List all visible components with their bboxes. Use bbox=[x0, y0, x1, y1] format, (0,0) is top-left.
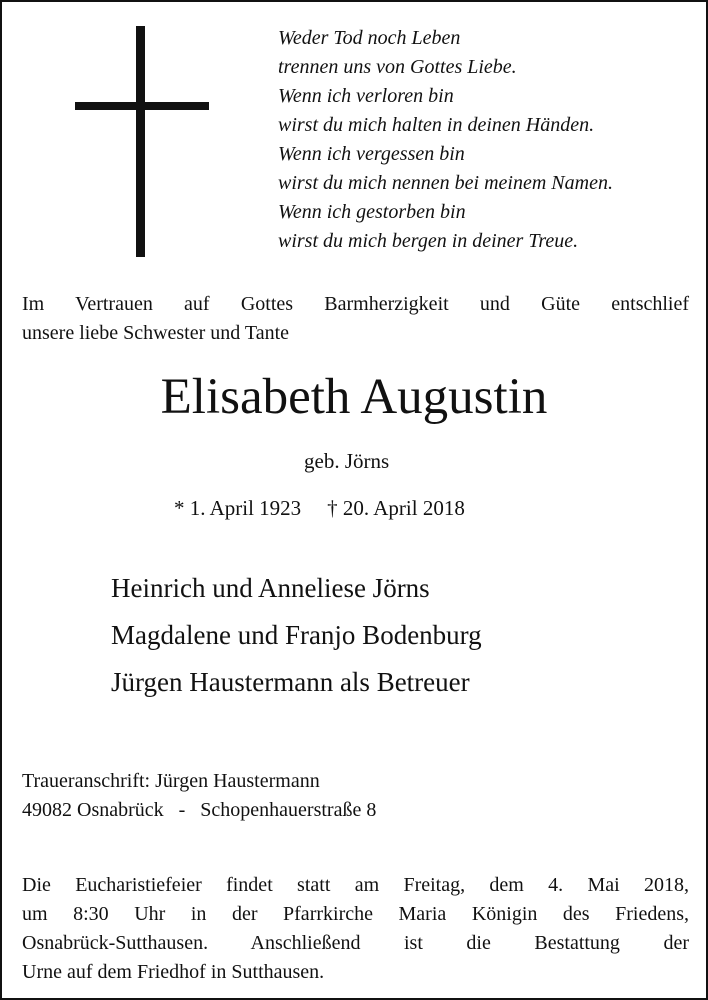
poem-line: trennen uns von Gottes Liebe. bbox=[278, 56, 517, 78]
birth-date: * 1. April 1923 bbox=[174, 496, 302, 520]
service-line: Urne auf dem Friedhof in Sutthausen. bbox=[22, 961, 325, 983]
maiden-name: geb. Jörns bbox=[304, 449, 390, 473]
poem-line: wirst du mich nennen bei meinem Namen. bbox=[278, 172, 613, 194]
address-line: 49082 Osnabrück - Schopenhauerstraße 8 bbox=[22, 799, 377, 821]
death-date: † 20. April 2018 bbox=[327, 496, 465, 520]
poem-line: wirst du mich halten in deinen Händen. bbox=[278, 114, 595, 136]
poem bbox=[278, 24, 613, 256]
family-member: Jürgen Haustermann als Betreuer bbox=[111, 667, 470, 697]
intro-line: unsere liebe Schwester und Tante bbox=[22, 322, 290, 344]
service-line: Osnabrück-Sutthausen. Anschließend ist die Bestattung der bbox=[22, 932, 689, 954]
family-list bbox=[111, 565, 482, 706]
life-dates bbox=[174, 496, 465, 521]
family-member: Heinrich und Anneliese Jörns bbox=[111, 573, 430, 603]
service-line: um 8:30 Uhr in der Pfarrkirche Maria Königin des Friedens, bbox=[22, 903, 689, 925]
service-line: Die Eucharistiefeier findet statt am Freitag, dem 4. Mai 2018, bbox=[22, 874, 689, 896]
deceased-name: Elisabeth Augustin bbox=[160, 369, 548, 425]
poem-line: Wenn ich vergessen bin bbox=[278, 143, 465, 165]
mourning-address bbox=[22, 767, 376, 825]
family-member: Magdalene und Franjo Bodenburg bbox=[111, 620, 482, 650]
intro-text bbox=[22, 290, 689, 348]
poem-line: wirst du mich bergen in deiner Treue. bbox=[278, 230, 579, 252]
poem-line: Weder Tod noch Leben bbox=[278, 27, 461, 49]
cross-horizontal-bar bbox=[75, 102, 209, 110]
service-info bbox=[22, 871, 689, 987]
cross-vertical-bar bbox=[136, 26, 145, 257]
poem-line: Wenn ich verloren bin bbox=[278, 85, 454, 107]
address-line: Traueranschrift: Jürgen Haustermann bbox=[22, 770, 320, 792]
intro-line: Im Vertrauen auf Gottes Barmherzigkeit und Güte entschlief bbox=[22, 293, 689, 315]
poem-line: Wenn ich gestorben bin bbox=[278, 201, 466, 223]
